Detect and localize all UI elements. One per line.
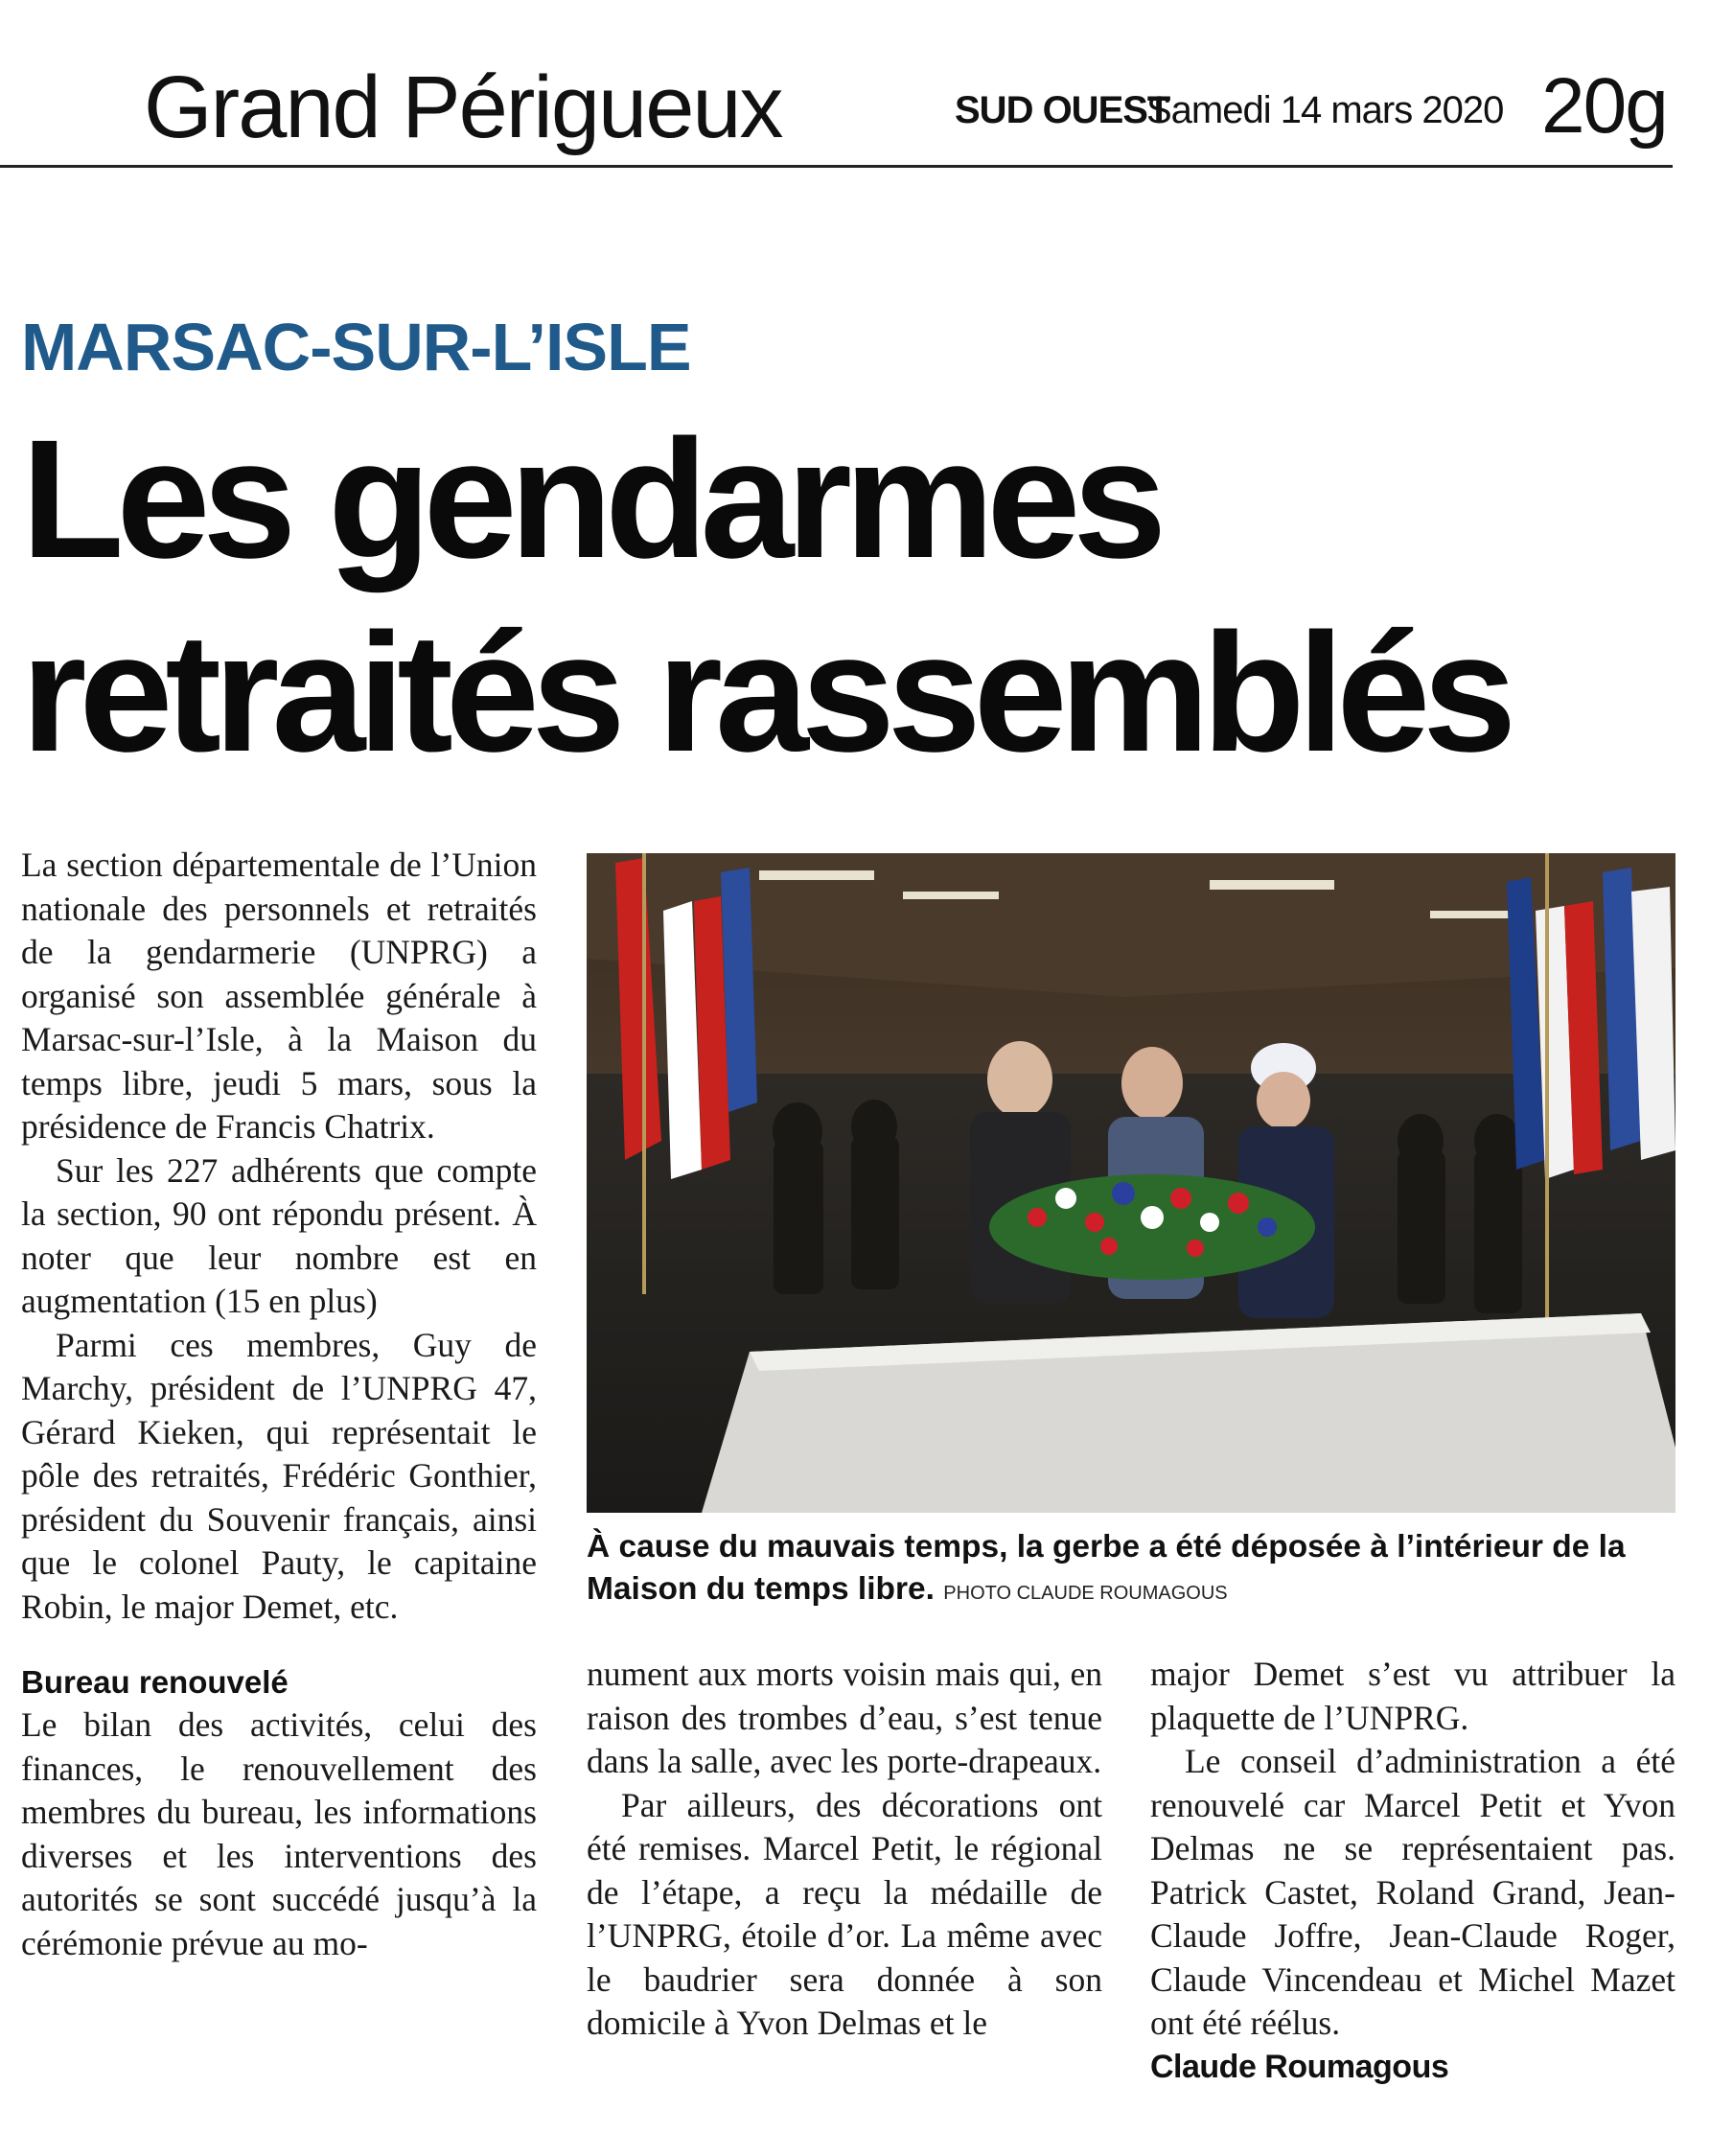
photo-caption: [587, 1526, 1689, 1614]
paragraph: Sur les 227 adhérents que compte la section, 90 ont répondu présent. À noter que leur nombre est en augmentation (15 en plus): [21, 1150, 537, 1320]
article-photo: [587, 853, 1675, 1513]
page-number: 20g: [1541, 62, 1667, 150]
publication-date: Samedi 14 mars 2020: [1146, 89, 1504, 131]
subheading: Bureau renouvelé: [21, 1664, 289, 1700]
photo-credit: PHOTO CLAUDE ROUMAGOUS: [943, 1583, 1228, 1604]
article-kicker: MARSAC-SUR-L’ISLE: [21, 310, 691, 384]
paragraph: Le conseil d’administration a été renouvelé car Marcel Petit et Yvon Delmas ne se représentaient pas. Patrick Castet, Roland Grand, Jean-Claude Joffre, Jean-Claude Roger, Claude Vincendeau et Michel Mazet ont été réélus.: [1150, 1742, 1675, 2042]
author-signature: Claude Roumagous: [1150, 2048, 1449, 2085]
paragraph: Le bilan des activités, celui des finances, le renouvellement des membres du bureau, les informations diverses et les interventions des autorités se sont succédé jusqu’à la cérémonie prévue au mo-: [21, 1705, 537, 1962]
paragraph: La section départementale de l’Union nationale des personnels et retraités de la gendarmerie (UNPRG) a organisé son assemblée générale à Marsac-sur-l’Isle, à la Maison du temps libre, jeudi 5 mars, sous la présidence de Francis Chatrix.: [21, 846, 537, 1146]
headline-line-2: retraités rassemblés: [21, 599, 1510, 787]
headline-line-1: Les gendarmes: [21, 406, 1160, 593]
paragraph: major Demet s’est vu attribuer la plaquette de l’UNPRG.: [1150, 1655, 1675, 1737]
paragraph: nument aux morts voisin mais qui, en raison des trombes d’eau, s’est tenue dans la salle, avec les porte-drapeaux.: [587, 1655, 1102, 1780]
article-column-1: [21, 844, 537, 1965]
photo-illustration: [587, 853, 1675, 1513]
caption-text: À cause du mauvais temps, la gerbe a été déposée à l’intérieur de la Maison du temps libre.: [587, 1529, 1626, 1607]
article-column-3: [1150, 1653, 1675, 2089]
section-title: Grand Périgueux: [144, 58, 782, 156]
paragraph: Parmi ces membres, Guy de Marchy, président de l’UNPRG 47, Gérard Kieken, qui représentait le pôle des retraités, Frédéric Gonthier, président du Souvenir français, ainsi que le colonel Pauty, le capitaine Robin, le major Demet, etc.: [21, 1325, 537, 1626]
masthead: [0, 0, 1733, 171]
masthead-rule: [0, 165, 1673, 168]
article-headline: [21, 403, 1708, 790]
paragraph: Par ailleurs, des décorations ont été remises. Marcel Petit, le régional de l’étape, a reçu la médaille de l’UNPRG, étoile d’or. La même avec le baudrier sera donnée à son domicile à Yvon Delmas et le: [587, 1785, 1102, 2042]
newspaper-name: SUD OUEST: [955, 89, 1170, 131]
article-column-2: [587, 1653, 1102, 2046]
